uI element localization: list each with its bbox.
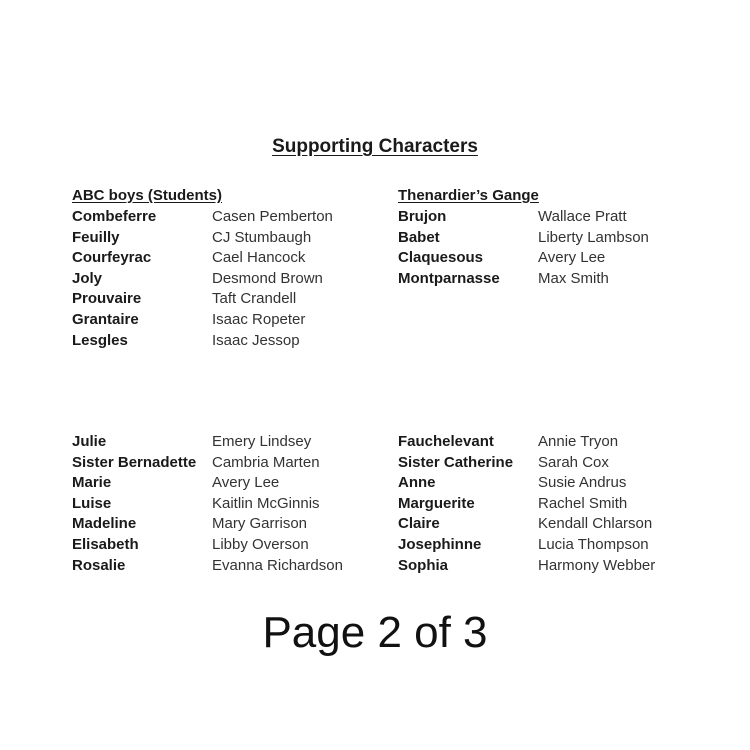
actor-name: Cael Hancock — [212, 249, 306, 267]
actor-name: Libby Overson — [212, 535, 309, 553]
actor-name: Desmond Brown — [212, 269, 323, 287]
cast-row — [398, 207, 649, 228]
cast-row — [72, 289, 333, 310]
cast-row — [72, 310, 333, 331]
character-name: Claire — [398, 515, 440, 533]
actor-name: Wallace Pratt — [538, 208, 627, 225]
character-name: Claquesous — [398, 249, 484, 267]
cast-row — [72, 473, 343, 494]
section-thenardier-gang — [398, 186, 649, 289]
cast-row — [72, 331, 333, 352]
actor-name: Kendall Chlarson — [538, 515, 653, 533]
page-title: Supporting Characters — [272, 136, 478, 157]
actor-name: Annie Tryon — [538, 433, 619, 450]
character-name: Brujon — [398, 208, 447, 225]
actor-name: Casen Pemberton — [212, 208, 333, 225]
character-name: Anne — [398, 474, 436, 492]
cast-list — [72, 207, 333, 351]
character-name: Babet — [398, 228, 440, 246]
character-name: Luise — [72, 494, 112, 512]
section-women-right — [398, 432, 655, 576]
character-name: Combeferre — [72, 208, 157, 225]
actor-name: Avery Lee — [538, 249, 606, 267]
section-women-left — [72, 432, 343, 576]
actor-name: Taft Crandell — [212, 290, 297, 308]
character-name: Feuilly — [72, 228, 120, 246]
cast-row — [398, 228, 649, 249]
actor-name: Rachel Smith — [538, 494, 628, 512]
actor-name: Isaac Jessop — [212, 331, 300, 349]
character-name: Joly — [72, 269, 103, 287]
actor-name: CJ Stumbaugh — [212, 228, 312, 246]
cast-row — [398, 432, 655, 453]
character-name: Fauchelevant — [398, 433, 494, 450]
cast-row — [398, 453, 655, 474]
cast-list — [398, 207, 649, 289]
cast-row — [398, 269, 649, 290]
section-abc-boys — [72, 186, 333, 351]
character-name: Sister Catherine — [398, 453, 514, 471]
actor-name: Evanna Richardson — [212, 556, 343, 574]
cast-list — [72, 432, 343, 576]
section-heading: ABC boys (Students) — [72, 187, 222, 204]
cast-row — [72, 432, 343, 453]
character-name: Montparnasse — [398, 269, 500, 287]
cast-row — [398, 473, 655, 494]
cast-row — [72, 453, 343, 474]
actor-name: Avery Lee — [212, 474, 280, 492]
cast-row — [72, 207, 333, 228]
character-name: Grantaire — [72, 310, 139, 328]
character-name: Marguerite — [398, 494, 475, 512]
character-name: Elisabeth — [72, 535, 139, 553]
cast-list — [398, 432, 655, 576]
actor-name: Isaac Ropeter — [212, 310, 306, 328]
cast-row — [398, 248, 649, 269]
character-name: Sister Bernadette — [72, 453, 197, 471]
character-name: Julie — [72, 433, 107, 450]
actor-name: Liberty Lambson — [538, 228, 649, 246]
cast-row — [72, 248, 333, 269]
cast-row — [398, 535, 655, 556]
character-name: Rosalie — [72, 556, 126, 574]
character-name: Sophia — [398, 556, 449, 574]
actor-name: Emery Lindsey — [212, 433, 312, 450]
actor-name: Max Smith — [538, 269, 609, 287]
cast-row — [398, 494, 655, 515]
actor-name: Kaitlin McGinnis — [212, 494, 320, 512]
cast-row — [398, 556, 655, 577]
cast-row — [398, 514, 655, 535]
actor-name: Harmony Webber — [538, 556, 656, 574]
section-heading: Thenardier’s Gange — [398, 187, 539, 204]
actor-name: Lucia Thompson — [538, 535, 649, 553]
actor-name: Cambria Marten — [212, 453, 320, 471]
actor-name: Sarah Cox — [538, 453, 609, 471]
character-name: Josephinne — [398, 535, 482, 553]
character-name: Marie — [72, 474, 112, 492]
cast-row — [72, 514, 343, 535]
cast-row — [72, 535, 343, 556]
actor-name: Mary Garrison — [212, 515, 308, 533]
character-name: Prouvaire — [72, 290, 142, 308]
cast-row — [72, 269, 333, 290]
cast-row — [72, 494, 343, 515]
page-number: Page 2 of 3 — [262, 608, 488, 657]
cast-row — [72, 228, 333, 249]
character-name: Lesgles — [72, 331, 128, 349]
actor-name: Susie Andrus — [538, 474, 627, 492]
cast-row — [72, 556, 343, 577]
character-name: Courfeyrac — [72, 249, 152, 267]
character-name: Madeline — [72, 515, 137, 533]
